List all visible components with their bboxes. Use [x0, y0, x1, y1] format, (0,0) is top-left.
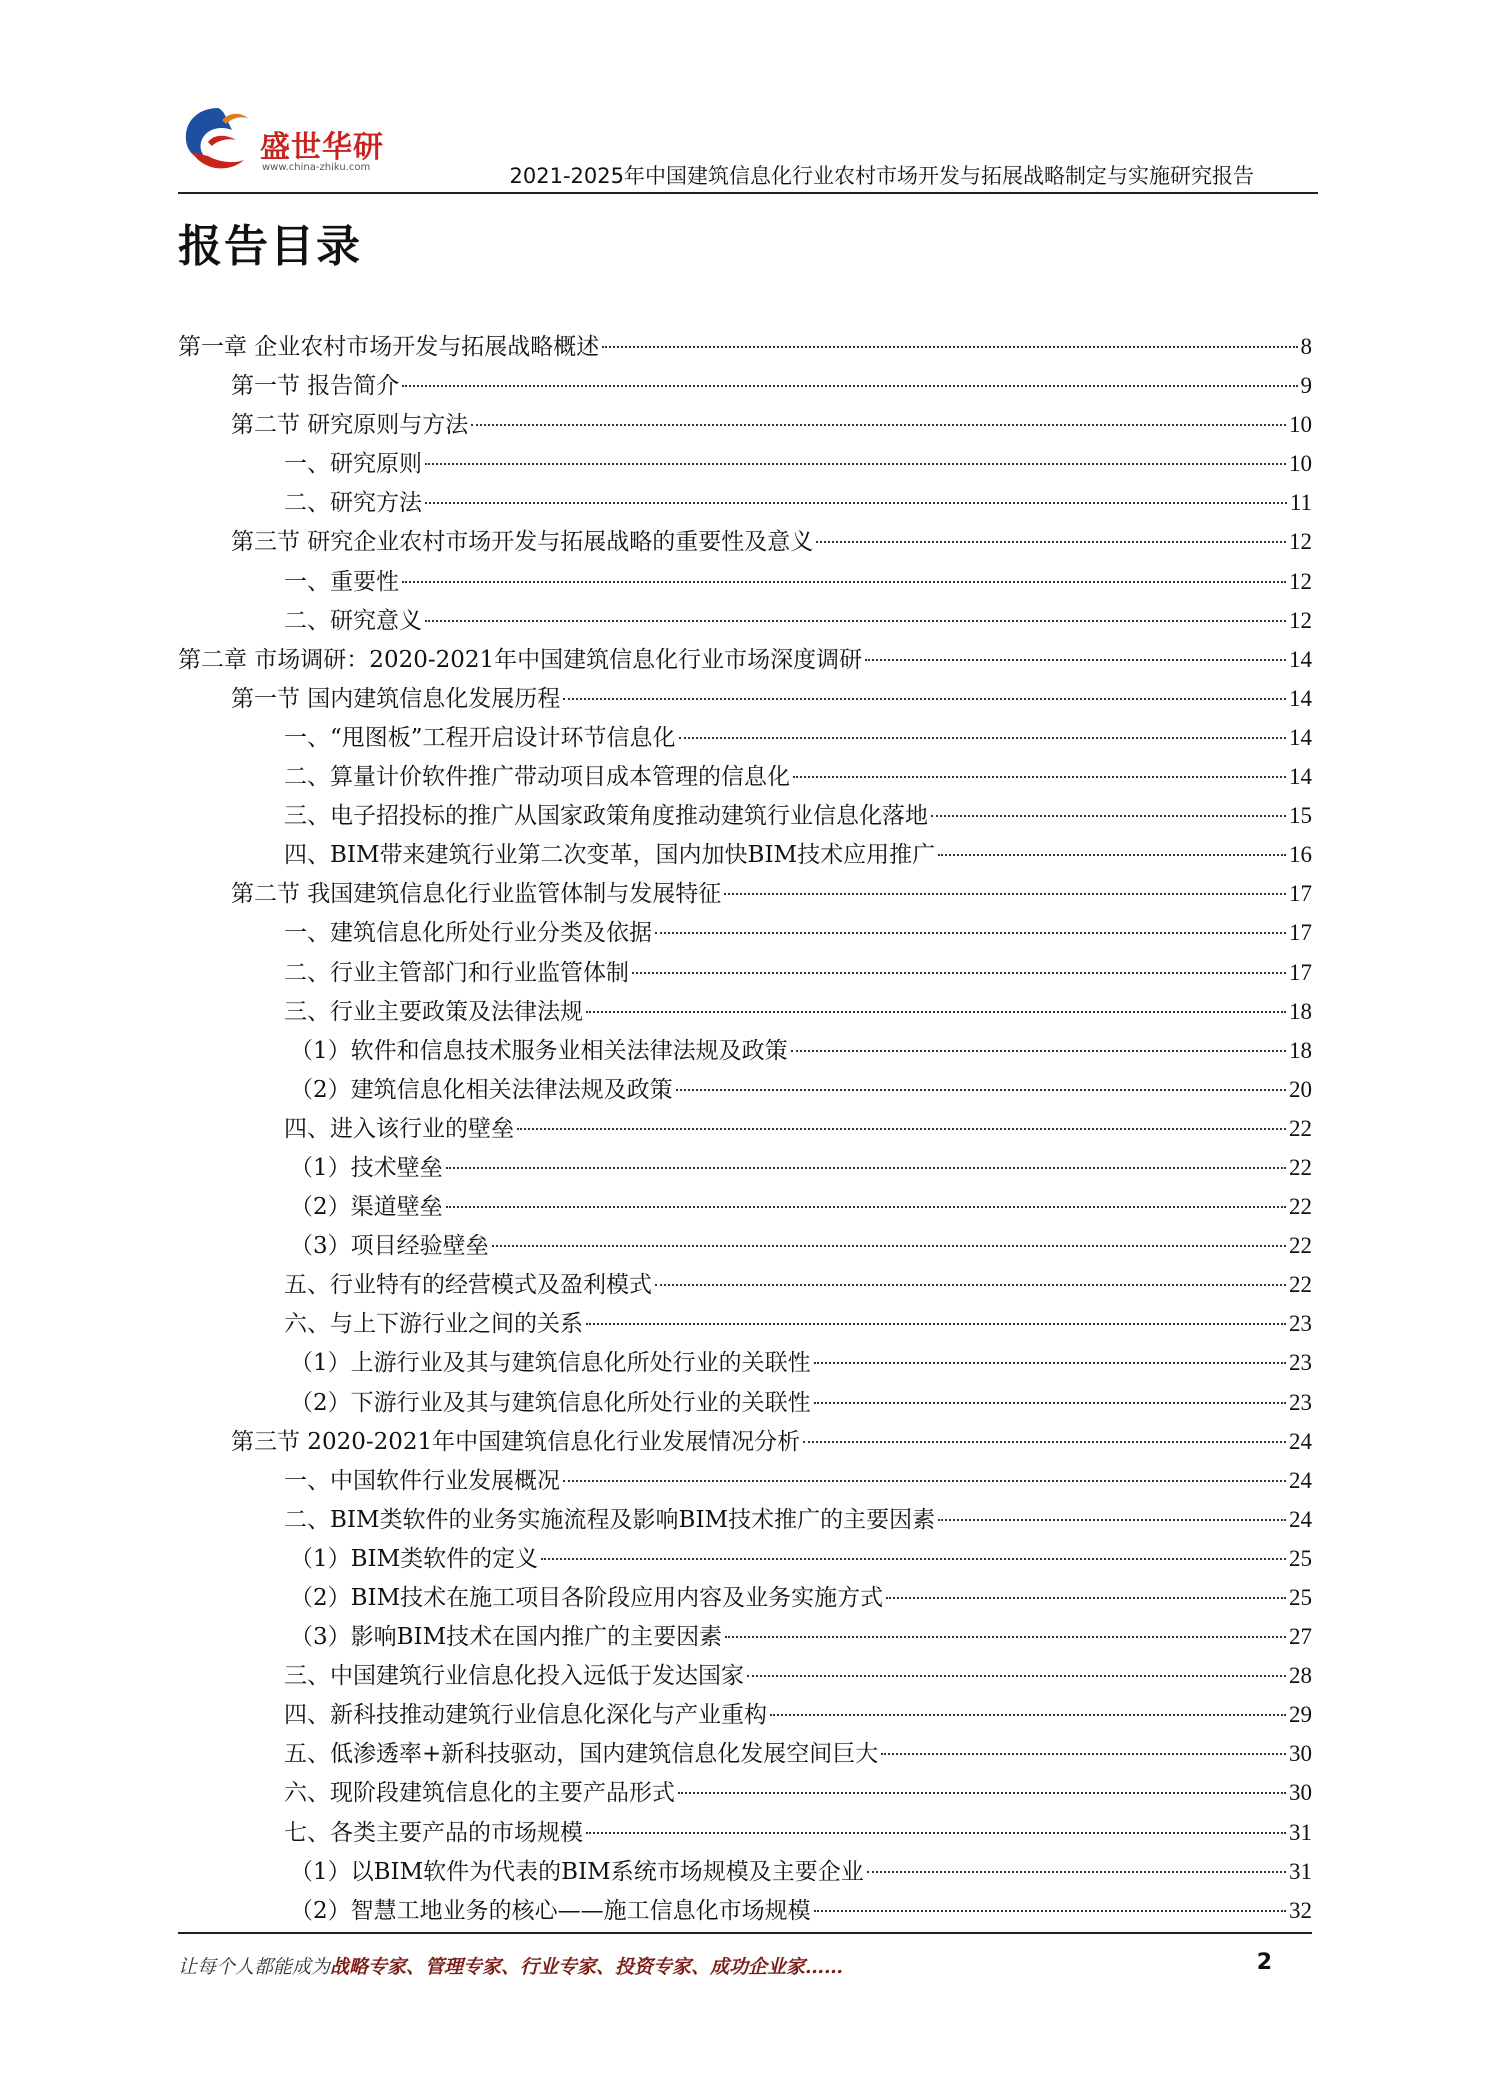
toc-entry[interactable] [178, 1187, 1312, 1226]
toc-leader-dots [586, 1832, 1286, 1834]
toc-entry-page: 22 [1289, 1233, 1312, 1259]
toc-entry-title: 六、与上下游行业之间的关系 [284, 1311, 583, 1338]
toc-entry-page: 24 [1289, 1428, 1312, 1454]
toc-entry-title: 五、行业特有的经营模式及盈利模式 [284, 1272, 652, 1299]
toc-leader-dots [655, 1284, 1286, 1286]
toc-entry[interactable] [178, 1422, 1312, 1461]
toc-leader-dots [676, 1089, 1286, 1091]
toc-entry-title: 六、现阶段建筑信息化的主要产品形式 [284, 1780, 675, 1807]
toc-entry-page: 31 [1289, 1819, 1312, 1845]
toc-entry-page: 17 [1289, 959, 1312, 985]
toc-entry[interactable] [178, 640, 1312, 679]
toc-entry-title: （2）智慧工地业务的核心——施工信息化市场规模 [290, 1897, 811, 1924]
toc-entry[interactable] [178, 1304, 1312, 1343]
toc-leader-dots [747, 1675, 1286, 1677]
toc-entry[interactable] [178, 483, 1312, 522]
toc-entry-page: 12 [1289, 607, 1312, 633]
toc-entry-page: 31 [1289, 1858, 1312, 1884]
toc-entry-title: 四、新科技推动建筑行业信息化深化与产业重构 [284, 1702, 767, 1729]
toc-entry[interactable] [178, 1734, 1312, 1773]
toc-entry-page: 10 [1289, 412, 1312, 438]
toc-leader-dots [425, 502, 1287, 504]
toc-entry-title: 四、进入该行业的壁垒 [284, 1115, 514, 1142]
toc-leader-dots [816, 541, 1286, 543]
toc-entry-page: 22 [1289, 1194, 1312, 1220]
toc-entry[interactable] [178, 796, 1312, 835]
toc-entry-title: 一、中国软件行业发展概况 [284, 1467, 560, 1494]
toc-entry-title: （2）BIM技术在施工项目各阶段应用内容及业务实施方式 [290, 1585, 884, 1611]
toc-entry[interactable] [178, 1539, 1312, 1578]
toc-entry-title: 第二节 我国建筑信息化行业监管体制与发展特征 [231, 881, 722, 908]
toc-entry-page: 16 [1289, 842, 1312, 868]
toc-entry[interactable] [178, 1031, 1312, 1070]
toc-entry-page: 12 [1289, 568, 1312, 594]
toc-entry-page: 22 [1289, 1115, 1312, 1141]
toc-entry[interactable] [178, 874, 1312, 913]
toc-entry[interactable] [178, 1773, 1312, 1812]
footer-slogan-emphasis: 战略专家、管理专家、行业专家、投资专家、成功企业家…… [330, 1956, 844, 1978]
toc-entry-page: 10 [1289, 451, 1312, 477]
toc-entry-page: 9 [1300, 373, 1312, 399]
table-of-contents [178, 327, 1312, 1930]
toc-entry[interactable] [178, 1695, 1312, 1734]
footer-divider [178, 1932, 1312, 1934]
toc-entry[interactable] [178, 913, 1312, 952]
page-number: 2 [1256, 1950, 1272, 1975]
toc-entry-page: 11 [1289, 490, 1312, 516]
company-logo [178, 100, 398, 180]
page-title: 报告目录 [178, 221, 362, 272]
toc-leader-dots [725, 1636, 1286, 1638]
toc-leader-dots [938, 1519, 1286, 1521]
toc-entry[interactable] [178, 757, 1312, 796]
toc-entry-page: 22 [1289, 1154, 1312, 1180]
toc-leader-dots [814, 1362, 1286, 1364]
logo-url: www.china-zhiku.com [262, 162, 371, 173]
toc-entry-title: 二、研究方法 [284, 490, 422, 517]
toc-entry-page: 24 [1289, 1467, 1312, 1493]
toc-entry-page: 30 [1289, 1741, 1312, 1767]
toc-leader-dots [471, 424, 1286, 426]
toc-leader-dots [886, 1597, 1286, 1599]
toc-entry-title: 二、行业主管部门和行业监管体制 [284, 959, 629, 986]
toc-entry-title: 一、研究原则 [284, 451, 422, 478]
toc-entry-title: （1）技术壁垒 [290, 1154, 443, 1181]
toc-entry[interactable] [178, 562, 1312, 601]
toc-leader-dots [793, 776, 1286, 778]
toc-leader-dots [770, 1714, 1286, 1716]
toc-entry-title: 三、电子招投标的推广从国家政策角度推动建筑行业信息化落地 [284, 803, 928, 830]
toc-entry-title: 一、“甩图板”工程开启设计环节信息化 [284, 724, 676, 751]
toc-leader-dots [678, 1792, 1286, 1794]
toc-leader-dots [655, 932, 1286, 934]
toc-entry[interactable] [178, 953, 1312, 992]
toc-entry-title: （3）项目经验壁垒 [290, 1233, 489, 1260]
toc-entry[interactable] [178, 1813, 1312, 1852]
footer-slogan-prefix: 让每个人都能成为 [178, 1956, 331, 1978]
report-title: 2021-2025年中国建筑信息化行业农村市场开发与拓展战略制定与实施研究报告 [509, 164, 1254, 188]
toc-entry-title: 一、建筑信息化所处行业分类及依据 [284, 920, 652, 947]
toc-entry[interactable] [178, 1891, 1312, 1930]
toc-entry-page: 14 [1289, 685, 1312, 711]
toc-entry[interactable] [178, 522, 1312, 561]
toc-entry-page: 18 [1289, 1037, 1312, 1063]
toc-entry-title: （3）影响BIM技术在国内推广的主要因素 [290, 1624, 723, 1651]
toc-entry-page: 14 [1289, 646, 1312, 672]
toc-entry-page: 30 [1289, 1780, 1312, 1806]
toc-leader-dots [517, 1128, 1286, 1130]
toc-leader-dots [402, 385, 1297, 387]
toc-entry-page: 18 [1289, 998, 1312, 1024]
toc-entry[interactable] [178, 405, 1312, 444]
toc-leader-dots [803, 1441, 1286, 1443]
toc-entry[interactable] [178, 1656, 1312, 1695]
toc-entry-title: （1）软件和信息技术服务业相关法律法规及政策 [290, 1037, 788, 1064]
toc-entry-title: 第二节 研究原则与方法 [231, 412, 469, 439]
toc-entry-title: 七、各类主要产品的市场规模 [284, 1819, 583, 1846]
toc-leader-dots [791, 1050, 1286, 1052]
toc-entry-title: （1）上游行业及其与建筑信息化所处行业的关联性 [290, 1350, 811, 1377]
page-footer [178, 1932, 1312, 1992]
toc-entry-title: 第一节 国内建筑信息化发展历程 [231, 685, 561, 712]
toc-entry-title: 三、行业主要政策及法律法规 [284, 998, 583, 1025]
toc-entry-page: 25 [1289, 1585, 1312, 1610]
header-divider [178, 192, 1318, 194]
toc-entry[interactable] [178, 1148, 1312, 1187]
toc-entry-title: 第二章 市场调研：2020-2021年中国建筑信息化行业市场深度调研 [178, 646, 863, 673]
page-header [178, 100, 1318, 196]
toc-entry-title: 第一章 企业农村市场开发与拓展战略概述 [178, 334, 600, 360]
toc-entry-page: 28 [1289, 1663, 1312, 1689]
toc-entry-title: 二、算量计价软件推广带动项目成本管理的信息化 [284, 764, 790, 791]
toc-entry[interactable] [178, 1852, 1312, 1891]
toc-leader-dots [602, 346, 1297, 348]
toc-entry-title: 五、低渗透率+新科技驱动，国内建筑信息化发展空间巨大 [284, 1741, 879, 1768]
toc-entry-title: 第三节 研究企业农村市场开发与拓展战略的重要性及意义 [231, 529, 814, 556]
toc-leader-dots [938, 854, 1286, 856]
toc-entry[interactable] [178, 1343, 1312, 1382]
toc-entry-page: 17 [1289, 881, 1312, 907]
toc-leader-dots [425, 620, 1286, 622]
toc-leader-dots [814, 1402, 1286, 1404]
toc-entry-page: 14 [1289, 764, 1312, 790]
toc-leader-dots [881, 1753, 1286, 1755]
toc-entry[interactable] [178, 1226, 1312, 1265]
toc-entry[interactable] [178, 1383, 1312, 1422]
toc-leader-dots [724, 893, 1286, 895]
toc-entry-page: 14 [1289, 724, 1312, 750]
toc-entry-page: 15 [1289, 803, 1312, 829]
toc-entry-title: （2）渠道壁垒 [290, 1194, 443, 1221]
toc-entry-page: 20 [1289, 1076, 1312, 1102]
toc-leader-dots [586, 1011, 1286, 1013]
toc-entry-page: 22 [1289, 1272, 1312, 1298]
toc-entry-page: 23 [1289, 1350, 1312, 1376]
toc-entry-title: 二、BIM类软件的业务实施流程及影响BIM技术推广的主要因素 [284, 1506, 936, 1533]
toc-leader-dots [632, 972, 1286, 974]
toc-entry-page: 23 [1289, 1389, 1312, 1415]
toc-entry-title: 二、研究意义 [284, 607, 422, 634]
toc-entry[interactable] [178, 992, 1312, 1031]
toc-entry[interactable] [178, 718, 1312, 757]
toc-entry[interactable] [178, 444, 1312, 483]
toc-entry[interactable] [178, 1109, 1312, 1148]
toc-leader-dots [563, 698, 1286, 700]
toc-entry-page: 24 [1289, 1506, 1312, 1532]
toc-entry[interactable] [178, 1578, 1312, 1617]
toc-leader-dots [865, 659, 1286, 661]
toc-entry-title: 一、重要性 [284, 568, 399, 595]
toc-entry[interactable] [178, 366, 1312, 405]
toc-leader-dots [586, 1323, 1286, 1325]
footer-slogan [178, 1952, 843, 1979]
toc-entry[interactable] [178, 679, 1312, 718]
toc-entry-title: 第一节 报告简介 [231, 373, 400, 400]
toc-entry-title: 三、中国建筑行业信息化投入远低于发达国家 [284, 1663, 744, 1690]
toc-entry-page: 8 [1300, 334, 1312, 359]
toc-entry[interactable] [178, 1617, 1312, 1656]
toc-leader-dots [541, 1558, 1286, 1560]
toc-entry-page: 17 [1289, 920, 1312, 946]
toc-leader-dots [867, 1871, 1286, 1873]
logo-text: 盛世华研 [260, 130, 384, 165]
toc-entry-page: 27 [1289, 1624, 1312, 1650]
toc-leader-dots [931, 815, 1286, 817]
toc-entry[interactable] [178, 1070, 1312, 1109]
toc-entry[interactable] [178, 835, 1312, 874]
toc-entry-page: 25 [1289, 1545, 1312, 1571]
toc-entry[interactable] [178, 1500, 1312, 1539]
toc-entry-title: 四、BIM带来建筑行业第二次变革，国内加快BIM技术应用推广 [284, 842, 936, 869]
toc-entry-page: 23 [1289, 1311, 1312, 1337]
toc-entry-title: （2）下游行业及其与建筑信息化所处行业的关联性 [290, 1389, 811, 1416]
toc-entry[interactable] [178, 1265, 1312, 1304]
toc-entry-page: 12 [1289, 529, 1312, 555]
toc-entry-title: （2）建筑信息化相关法律法规及政策 [290, 1076, 673, 1103]
toc-leader-dots [679, 737, 1286, 739]
toc-entry-page: 32 [1289, 1897, 1312, 1923]
toc-entry[interactable] [178, 327, 1312, 366]
toc-entry[interactable] [178, 1461, 1312, 1500]
toc-entry-title: 第三节 2020-2021年中国建筑信息化行业发展情况分析 [231, 1428, 801, 1455]
toc-leader-dots [446, 1167, 1286, 1169]
toc-entry-title: （1）以BIM软件为代表的BIM系统市场规模及主要企业 [290, 1858, 864, 1885]
toc-leader-dots [814, 1910, 1286, 1912]
toc-leader-dots [425, 463, 1286, 465]
toc-entry[interactable] [178, 601, 1312, 640]
toc-leader-dots [446, 1206, 1286, 1208]
toc-leader-dots [492, 1245, 1286, 1247]
toc-leader-dots [402, 581, 1286, 583]
toc-leader-dots [563, 1480, 1286, 1482]
logo-swirl-icon [178, 100, 258, 180]
toc-entry-page: 29 [1289, 1702, 1312, 1728]
toc-entry-title: （1）BIM类软件的定义 [290, 1545, 539, 1572]
